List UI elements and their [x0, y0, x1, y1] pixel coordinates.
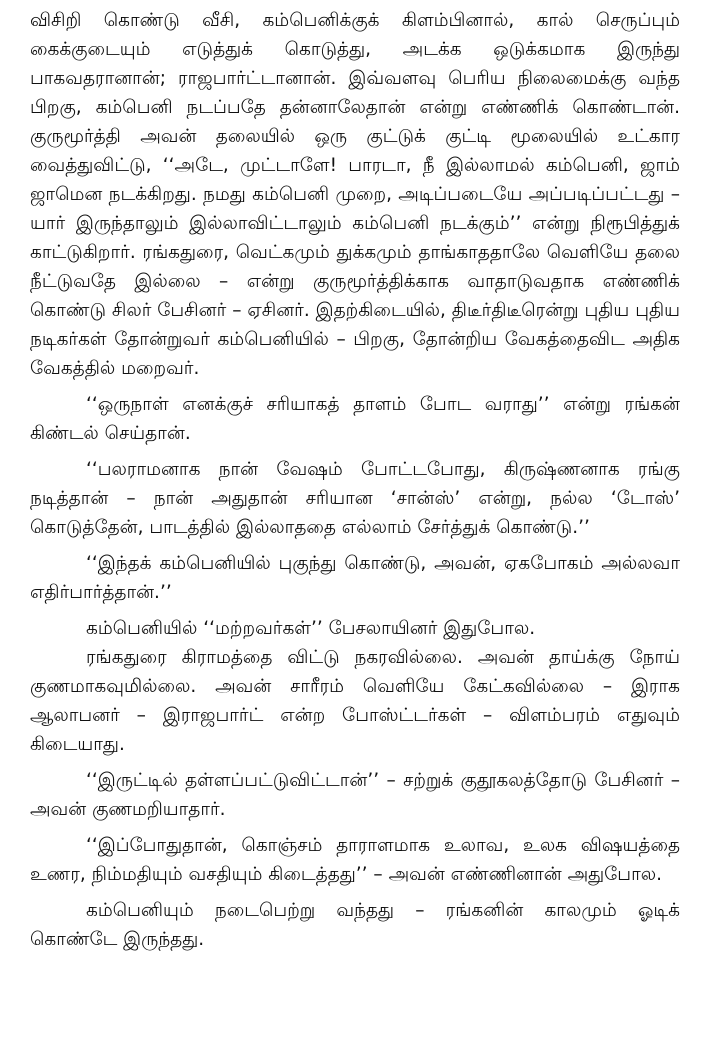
paragraph-4: ‘‘இந்தக் கம்பெனியில் புகுந்து கொண்டு, அவன், ஏகபோகம் அல்லவா எதிர்பார்த்தான்.’’	[30, 553, 680, 603]
paragraph-1: விசிறி கொண்டு வீசி, கம்பெனிக்குக் கிளம்பினால், கால் செருப்பும் கைக்குடையும் எடுத்துக் கொடுத்து, அடக்க ஒடுக்கமாக இருந்து பாகவதரானான்; ராஜபார்ட்டானான். இவ்வளவு பெரிய நிலைமைக்கு வந்த பிறகு, கம்பெனி நடப்பதே தன்னாலேதான் என்று எண்ணிக் கொண்டான். குருமூர்த்தி அவன் தலையில் ஒரு குட்டுக் குட்டி மூலையில் உட்கார வைத்துவிட்டு, ‘‘அடே, முட்டாளே! பாரடா, நீ இல்லாமல் கம்பெனி, ஜாம் ஜாமென நடக்கிறது. நமது கம்பெனி முறை, அடிப்படையே அப்படிப்பட்டது – யார் இருந்தாலும் இல்லாவிட்டாலும் கம்பெனி நடக்கும்’’ என்று நிரூபித்துக் காட்டுகிறார். ரங்கதுரை, வெட்கமும் துக்கமும் தாங்காததாலே வெளியே தலை நீட்டுவதே இல்லை – என்று குருமூர்த்திக்காக வாதாடுவதாக எண்ணிக் கொண்டு சிலர் பேசினர் – ஏசினர். இதற்கிடையில், திடீர்திடீரென்று புதிய புதிய நடிகர்கள் தோன்றுவர் கம்பெனியில் – பிறகு, தோன்றிய வேகத்தைவிட அதிக வேகத்தில் மறைவர்.	[30, 10, 680, 379]
book-page	[30, 6, 680, 954]
paragraph-8: ‘‘இப்போதுதான், கொஞ்சம் தாராளமாக உலாவ, உலக விஷயத்தை உணர, நிம்மதியும் வசதியும் கிடைத்தது’’ – அவன் எண்ணினான் அதுபோல.	[30, 835, 680, 885]
paragraph-7: ‘‘இருட்டில் தள்ளப்பட்டுவிட்டான்’’ – சற்றுக் குதூகலத்தோடு பேசினர் – அவன் குணமறியாதார்.	[30, 770, 680, 820]
paragraph-2: ‘‘ஒருநாள் எனக்குச் சரியாகத் தாளம் போட வராது’’ என்று ரங்கன் கிண்டல் செய்தான்.	[30, 394, 680, 444]
paragraph-5: கம்பெனியில் ‘‘மற்றவர்கள்’’ பேசலாயினர் இதுபோல.	[86, 618, 536, 639]
paragraph-6: ரங்கதுரை கிராமத்தை விட்டு நகரவில்லை. அவன் தாய்க்கு நோய் குணமாகவுமில்லை. அவன் சாரீரம் வெளியே கேட்கவில்லை – இராக ஆலாபனர் – இராஜபார்ட் என்ற போஸ்ட்டர்கள் – விளம்பரம் எதுவும் கிடையாது.	[30, 647, 680, 755]
paragraph-9: கம்பெனியும் நடைபெற்று வந்தது – ரங்கனின் காலமும் ஓடிக் கொண்டே இருந்தது.	[30, 900, 680, 950]
paragraph-3: ‘‘பலராமனாக நான் வேஷம் போட்டபோது, கிருஷ்ணனாக ரங்கு நடித்தான் – நான் அதுதான் சரியான ‘சான்ஸ்’ என்று, நல்ல ‘டோஸ்’ கொடுத்தேன், பாடத்தில் இல்லாததை எல்லாம் சேர்த்துக் கொண்டு.’’	[30, 459, 680, 538]
